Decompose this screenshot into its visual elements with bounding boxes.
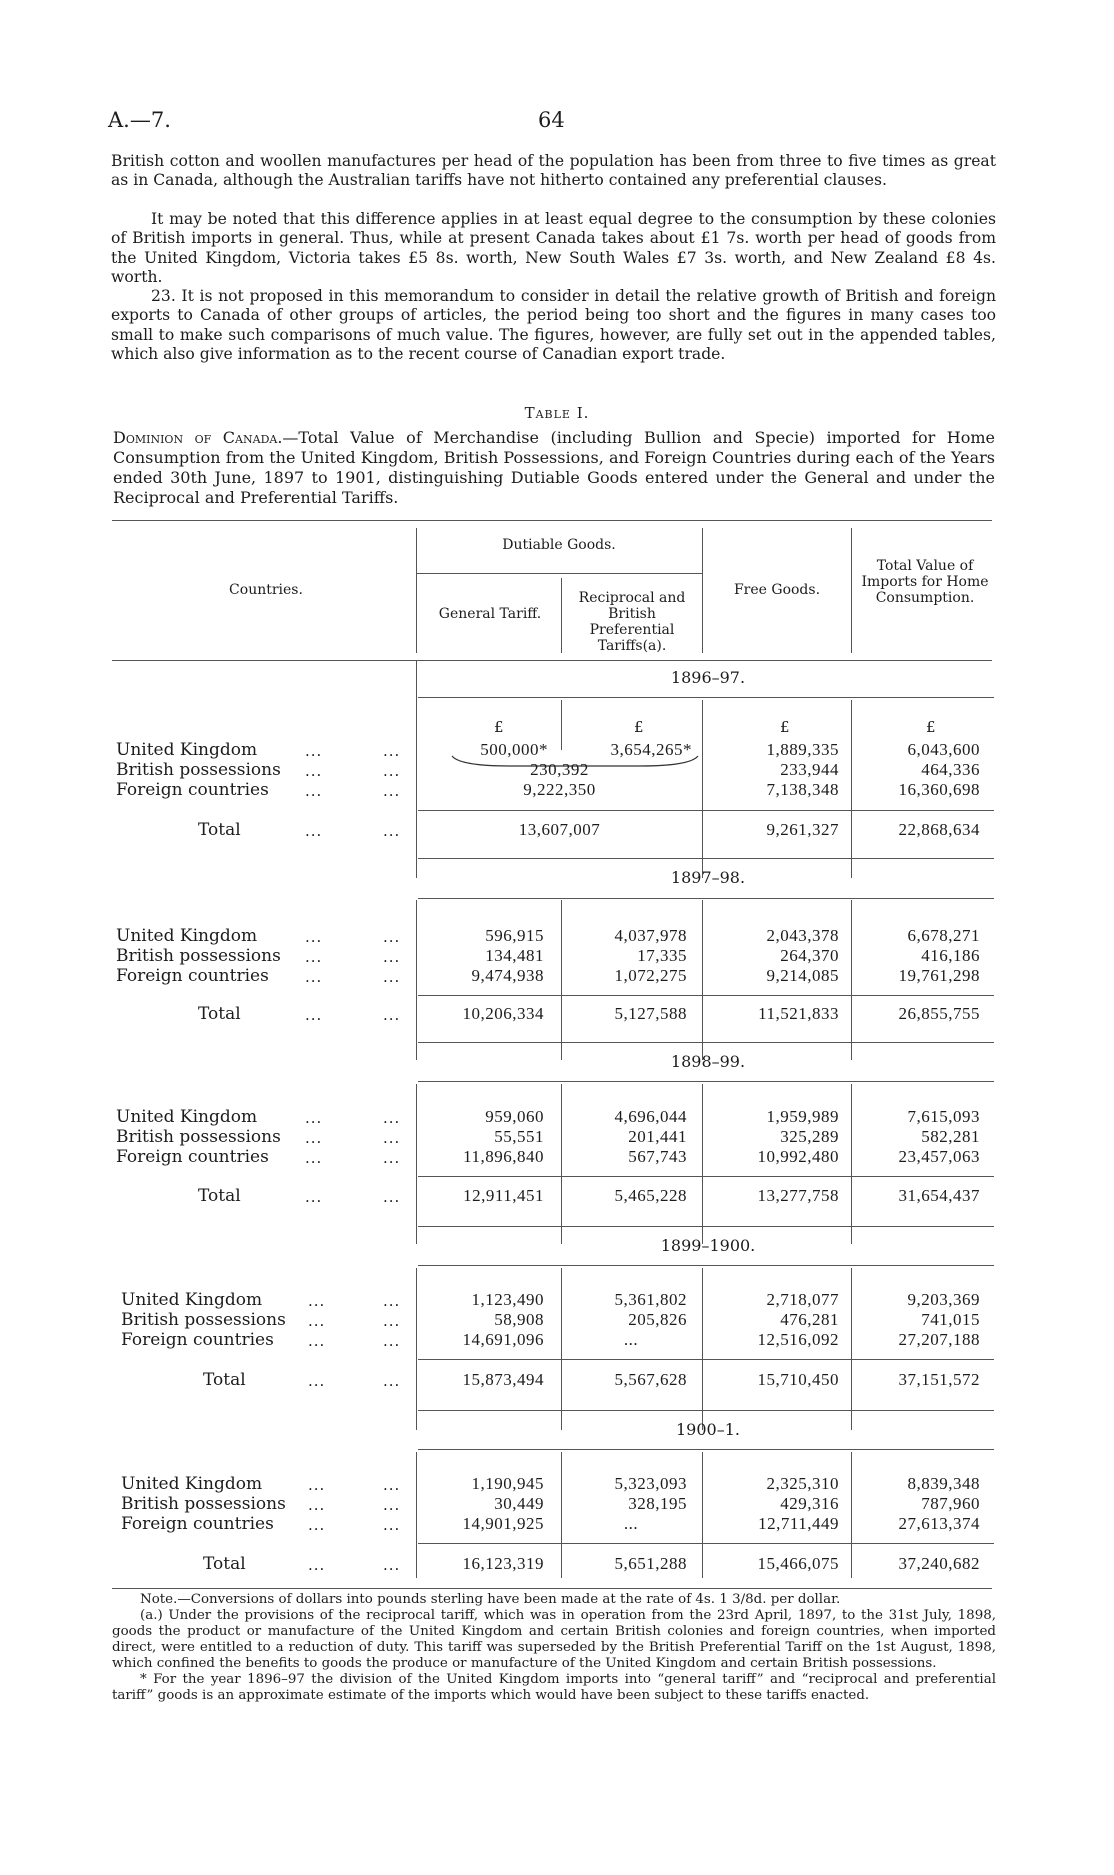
cell-total: 9,203,369 xyxy=(907,1290,980,1309)
note-text: (a.) Under the provisions of the reciprocal tariff, which was in operation from the 23rd April, 1897, to the 31st July, 1898, goods the product or manufacture of the United Kingdom and certain British colonies and foreign countries, when imported direct, were entitled to a reduction of duty. This tariff was superseded by the British Preferential Tariff on the 1st August, 1898, which confined the benefits to goods the produce or manufacture of the United Kingdom and certain British possessions. xyxy=(112,1608,996,1671)
leader-dots: ... xyxy=(308,1372,326,1390)
row-label-total: Total xyxy=(203,1370,246,1390)
note-asterisk xyxy=(112,1672,996,1704)
leader-dots: ... xyxy=(383,1372,401,1390)
cell-reciprocal: 17,335 xyxy=(637,946,687,965)
pound-symbol: £ xyxy=(494,718,504,736)
cell-total: 787,960 xyxy=(921,1494,980,1513)
cell-reciprocal: 205,826 xyxy=(628,1310,687,1329)
cell-total: 23,457,063 xyxy=(898,1147,980,1166)
note-a xyxy=(112,1608,996,1672)
leader-dots: ... xyxy=(305,1109,323,1127)
cell-free: 10,992,480 xyxy=(757,1147,839,1166)
cell-general: 959,060 xyxy=(485,1107,544,1126)
year-heading-1896-97: 1896–97. xyxy=(670,668,746,687)
cell-general: 134,481 xyxy=(485,946,544,965)
year-rule xyxy=(418,1449,994,1450)
col-divider xyxy=(416,900,417,1060)
row-label-british-possessions: British possessions xyxy=(121,1494,286,1514)
leader-dots: ... xyxy=(383,1516,401,1534)
header-free-goods: Free Goods. xyxy=(733,582,821,598)
table-title xyxy=(113,428,995,508)
note-text: Note.—Conversions of dollars into pounds sterling have been made at the rate of 4s. 1 3/8d. per dollar. xyxy=(140,1592,841,1607)
col-divider xyxy=(702,1452,703,1578)
cell-dutiable-combined: 9,222,350 xyxy=(523,780,596,799)
cell-total: 27,207,188 xyxy=(898,1330,980,1349)
year-heading-1898-99: 1898–99. xyxy=(670,1052,746,1071)
footnotes xyxy=(112,1592,996,1704)
cell-free: 9,214,085 xyxy=(766,966,839,985)
paragraph-british-imports xyxy=(111,210,996,287)
cell-reciprocal-empty: ... xyxy=(623,1514,639,1533)
table-title-text: —Total Value of Merchandise (including Bullion and Specie) imported for Home Consumption from the United Kingdom, British Possessions, and Foreign Countries during each of the Years ended 30th June, 1897 to 1901, distinguishing Dutiable Goods entered under the General and under the Reciprocal and Preferential Tariffs. xyxy=(113,428,995,507)
row-label-total: Total xyxy=(198,820,241,840)
cell-free: 429,316 xyxy=(780,1494,839,1513)
row-label-united-kingdom: United Kingdom xyxy=(121,1474,263,1494)
cell-general: 16,123,319 xyxy=(462,1554,544,1573)
leader-dots: ... xyxy=(383,1332,401,1350)
cell-reciprocal: 567,743 xyxy=(628,1147,687,1166)
col-divider xyxy=(416,1084,417,1244)
col-divider xyxy=(702,700,703,878)
cell-total: 27,613,374 xyxy=(898,1514,980,1533)
row-label-united-kingdom: United Kingdom xyxy=(121,1290,263,1310)
pound-symbol: £ xyxy=(780,718,790,736)
cell-general: 1,123,490 xyxy=(471,1290,544,1309)
col-divider xyxy=(416,1452,417,1578)
cell-reciprocal: 201,441 xyxy=(628,1127,687,1146)
leader-dots: ... xyxy=(383,1476,401,1494)
cell-reciprocal: 328,195 xyxy=(628,1494,687,1513)
cell-general: 596,915 xyxy=(485,926,544,945)
cell-total: 416,186 xyxy=(921,946,980,965)
row-label-foreign-countries: Foreign countries xyxy=(116,1147,269,1167)
total-rule xyxy=(418,1543,994,1544)
cell-free: 13,277,758 xyxy=(757,1186,839,1205)
cell-reciprocal: 5,651,288 xyxy=(614,1554,687,1573)
cell-total: 31,654,437 xyxy=(898,1186,980,1205)
cell-reciprocal: 5,465,228 xyxy=(614,1186,687,1205)
cell-free: 325,289 xyxy=(780,1127,839,1146)
pound-symbol: £ xyxy=(926,718,936,736)
leader-dots: ... xyxy=(383,782,401,800)
cell-total: 26,855,755 xyxy=(898,1004,980,1023)
leader-dots: ... xyxy=(383,822,401,840)
document-reference: A.—7. xyxy=(108,108,171,132)
section-rule xyxy=(418,858,994,859)
total-rule xyxy=(418,1176,994,1177)
header-bottom-rule xyxy=(112,660,992,661)
cell-general: 10,206,334 xyxy=(462,1004,544,1023)
cell-general: 30,449 xyxy=(494,1494,544,1513)
total-rule xyxy=(418,1359,994,1360)
cell-free: 2,043,378 xyxy=(766,926,839,945)
cell-free: 12,711,449 xyxy=(758,1514,839,1533)
cell-reciprocal: 4,696,044 xyxy=(614,1107,687,1126)
leader-dots: ... xyxy=(308,1292,326,1310)
section-rule xyxy=(418,1226,994,1227)
col-divider xyxy=(416,1268,417,1430)
cell-dutiable-combined: 230,392 xyxy=(530,760,589,779)
leader-dots: ... xyxy=(383,1188,401,1206)
cell-reciprocal: 5,127,588 xyxy=(614,1004,687,1023)
dutiable-subheader-rule xyxy=(416,573,702,574)
cell-total: 8,839,348 xyxy=(907,1474,980,1493)
cell-reciprocal: 5,323,093 xyxy=(614,1474,687,1493)
cell-free: 15,466,075 xyxy=(757,1554,839,1573)
year-heading-1899-1900: 1899–1900. xyxy=(660,1236,756,1255)
cell-total: 7,615,093 xyxy=(907,1107,980,1126)
cell-reciprocal: 5,567,628 xyxy=(614,1370,687,1389)
cell-general: 1,190,945 xyxy=(471,1474,544,1493)
section-rule xyxy=(418,1042,994,1043)
col-divider xyxy=(702,1084,703,1244)
cell-free: 11,521,833 xyxy=(758,1004,839,1023)
year-rule xyxy=(418,1081,994,1082)
cell-free: 1,889,335 xyxy=(766,740,839,759)
leader-dots: ... xyxy=(383,762,401,780)
col-divider xyxy=(851,1084,852,1244)
leader-dots: ... xyxy=(305,822,323,840)
header-general-tariff: General Tariff. xyxy=(438,606,542,622)
leader-dots: ... xyxy=(305,1188,323,1206)
cell-total: 464,336 xyxy=(921,760,980,779)
cell-free: 7,138,348 xyxy=(766,780,839,799)
cell-free: 12,516,092 xyxy=(757,1330,839,1349)
cell-general: 14,691,096 xyxy=(462,1330,544,1349)
col-divider xyxy=(702,900,703,1060)
header-total-value: Total Value of Imports for Home Consumption. xyxy=(861,558,989,606)
col-divider xyxy=(851,900,852,1060)
header-dutiable-goods: Dutiable Goods. xyxy=(502,537,616,553)
page-number: 64 xyxy=(538,108,565,132)
cell-total: 19,761,298 xyxy=(898,966,980,985)
cell-total: 37,151,572 xyxy=(898,1370,980,1389)
header-countries: Countries. xyxy=(229,582,303,598)
leader-dots: ... xyxy=(383,928,401,946)
leader-dots: ... xyxy=(308,1496,326,1514)
header-divider-3 xyxy=(702,528,703,653)
leader-dots: ... xyxy=(305,782,323,800)
year-rule xyxy=(418,1265,994,1266)
row-label-foreign-countries: Foreign countries xyxy=(116,780,269,800)
leader-dots: ... xyxy=(383,1109,401,1127)
cell-total: 6,043,600 xyxy=(907,740,980,759)
cell-total: 6,678,271 xyxy=(907,926,980,945)
row-label-united-kingdom: United Kingdom xyxy=(116,1107,258,1127)
cell-free: 2,718,077 xyxy=(766,1290,839,1309)
header-divider-4 xyxy=(851,528,852,653)
leader-dots: ... xyxy=(383,1149,401,1167)
cell-reciprocal: 4,037,978 xyxy=(614,926,687,945)
leader-dots: ... xyxy=(383,1292,401,1310)
leader-dots: ... xyxy=(308,1312,326,1330)
leader-dots: ... xyxy=(383,1129,401,1147)
cell-general: 15,873,494 xyxy=(462,1370,544,1389)
leader-dots: ... xyxy=(383,1006,401,1024)
leader-dots: ... xyxy=(383,968,401,986)
pound-symbol: £ xyxy=(634,718,644,736)
cell-total: 16,360,698 xyxy=(898,780,980,799)
year-heading-1897-98: 1897–98. xyxy=(670,868,746,887)
paragraph-continued: British cotton and woollen manufactures per head of the population has been from three to five times as great as in Canada, although the Australian tariffs have not hitherto contained any preferential clauses. xyxy=(111,152,996,190)
cell-general: 500,000* xyxy=(480,740,548,759)
cell-free: 264,370 xyxy=(780,946,839,965)
year-rule xyxy=(418,697,994,698)
table-bottom-rule xyxy=(112,1588,992,1589)
cell-total: 741,015 xyxy=(921,1310,980,1329)
row-label-british-possessions: British possessions xyxy=(116,1127,281,1147)
leader-dots: ... xyxy=(305,762,323,780)
section-divider xyxy=(416,660,417,878)
paragraph-text: It may be noted that this difference applies in at least equal degree to the consumption by these colonies of British imports in general. Thus, while at present Canada takes about £1 7s. worth per head of goods from the United Kingdom, Victoria takes £5 8s. worth, New South Wales £7 3s. worth, and New Zealand £8 4s. worth. xyxy=(111,210,996,286)
row-label-total: Total xyxy=(203,1554,246,1574)
year-rule xyxy=(418,898,994,899)
leader-dots: ... xyxy=(305,948,323,966)
cell-free: 15,710,450 xyxy=(757,1370,839,1389)
note-conversion xyxy=(112,1592,996,1608)
cell-free: 2,325,310 xyxy=(766,1474,839,1493)
total-rule xyxy=(418,995,994,996)
row-label-foreign-countries: Foreign countries xyxy=(116,966,269,986)
leader-dots: ... xyxy=(383,742,401,760)
leader-dots: ... xyxy=(305,968,323,986)
leader-dots: ... xyxy=(305,928,323,946)
cell-free: 9,261,327 xyxy=(766,820,839,839)
row-label-united-kingdom: United Kingdom xyxy=(116,926,258,946)
header-reciprocal-tariffs: Reciprocal and British Preferential Tariffs(a). xyxy=(578,590,686,654)
cell-free: 1,959,989 xyxy=(766,1107,839,1126)
cell-total: 582,281 xyxy=(921,1127,980,1146)
leader-dots: ... xyxy=(305,1129,323,1147)
leader-dots: ... xyxy=(383,1496,401,1514)
leader-dots: ... xyxy=(308,1332,326,1350)
row-label-british-possessions: British possessions xyxy=(116,760,281,780)
row-label-united-kingdom: United Kingdom xyxy=(116,740,258,760)
row-label-british-possessions: British possessions xyxy=(116,946,281,966)
paragraph-text: 23. It is not proposed in this memorandum to consider in detail the relative growth of British and foreign exports to Canada of other groups of articles, the period being too short and the figures in many cases too small to make such comparisons of much value. The figures, however, are fully set out in the appended tables, which also give information as to the recent course of Canadian export trade. xyxy=(111,287,996,363)
col-divider xyxy=(851,700,852,878)
cell-general: 12,911,451 xyxy=(463,1186,544,1205)
row-label-foreign-countries: Foreign countries xyxy=(121,1514,274,1534)
cell-general: 55,551 xyxy=(494,1127,544,1146)
cell-general: 11,896,840 xyxy=(463,1147,544,1166)
col-divider xyxy=(851,1268,852,1430)
cell-general: 9,474,938 xyxy=(471,966,544,985)
cell-total: 37,240,682 xyxy=(898,1554,980,1573)
cell-dutiable-total: 13,607,007 xyxy=(518,820,601,839)
cell-reciprocal-empty: ... xyxy=(623,1330,639,1349)
row-label-foreign-countries: Foreign countries xyxy=(121,1330,274,1350)
cell-general: 58,908 xyxy=(494,1310,544,1329)
total-rule xyxy=(418,810,994,811)
table-title-prefix: Dominion of Canada. xyxy=(113,428,283,447)
row-label-total: Total xyxy=(198,1186,241,1206)
leader-dots: ... xyxy=(308,1476,326,1494)
leader-dots: ... xyxy=(308,1556,326,1574)
cell-general: 14,901,925 xyxy=(462,1514,544,1533)
leader-dots: ... xyxy=(383,1556,401,1574)
table-caption: Table I. xyxy=(524,404,590,422)
col-divider xyxy=(702,1268,703,1430)
leader-dots: ... xyxy=(305,1149,323,1167)
cell-free: 233,944 xyxy=(780,760,839,779)
cell-free: 476,281 xyxy=(780,1310,839,1329)
leader-dots: ... xyxy=(305,1006,323,1024)
note-text: * For the year 1896–97 the division of the United Kingdom imports into “general tariff” and “reciprocal and preferential tariff” goods is an approximate estimate of the imports which would have been subject to these tariffs enacted. xyxy=(112,1672,996,1703)
cell-reciprocal: 3,654,265* xyxy=(610,740,692,759)
table-top-rule xyxy=(112,520,992,521)
leader-dots: ... xyxy=(383,1312,401,1330)
col-divider xyxy=(851,1452,852,1578)
leader-dots: ... xyxy=(308,1516,326,1534)
paragraph-23 xyxy=(111,287,996,364)
year-heading-1900-1: 1900–1. xyxy=(676,1420,740,1439)
cell-reciprocal: 5,361,802 xyxy=(614,1290,687,1309)
cell-reciprocal: 1,072,275 xyxy=(614,966,687,985)
leader-dots: ... xyxy=(383,948,401,966)
row-label-total: Total xyxy=(198,1004,241,1024)
header-divider-2 xyxy=(561,578,562,653)
row-label-british-possessions: British possessions xyxy=(121,1310,286,1330)
cell-total: 22,868,634 xyxy=(898,820,980,839)
leader-dots: ... xyxy=(305,742,323,760)
section-rule xyxy=(418,1410,994,1411)
